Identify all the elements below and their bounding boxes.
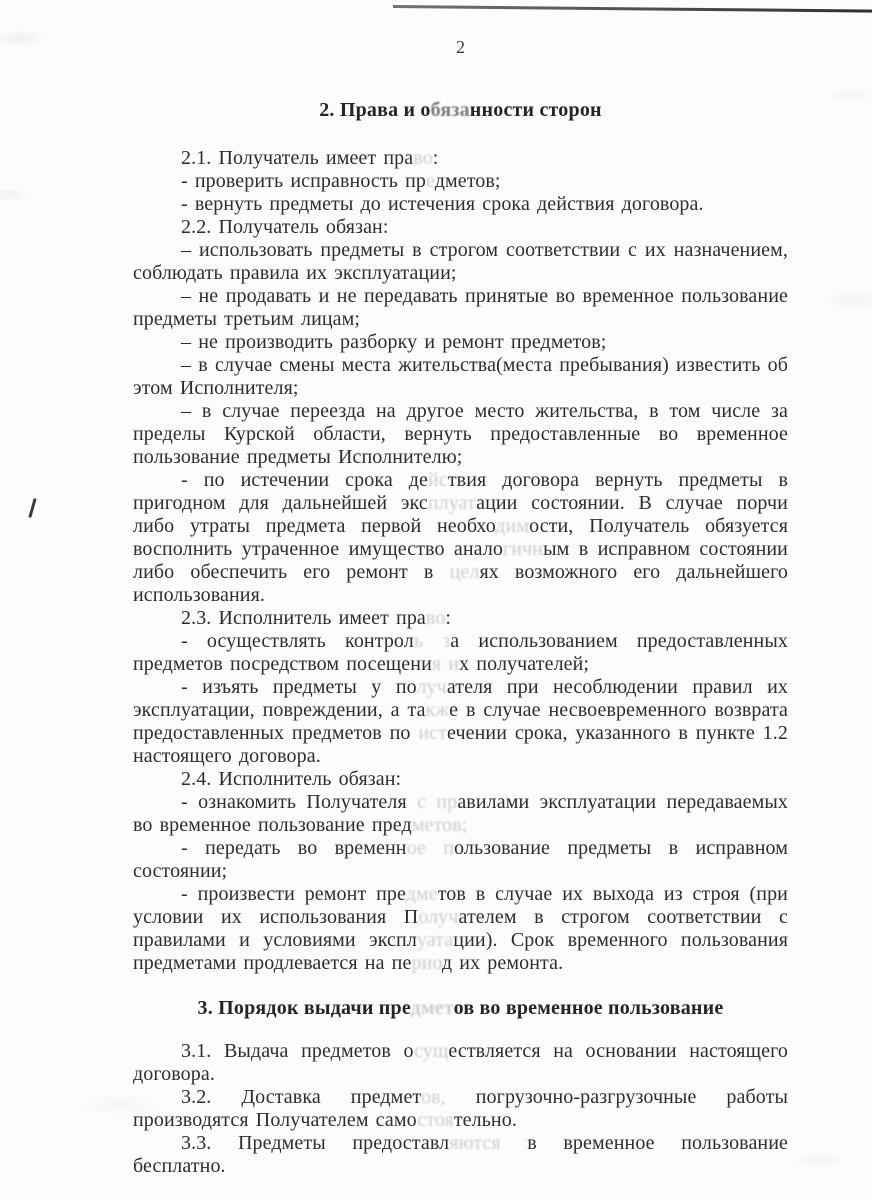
text-segment: ов во временное пользование [453,997,724,1019]
text-segment: йс [428,469,448,491]
text-segment: авилами эксплуатации передаваемых во временное пользование пред [133,791,788,836]
text-segment: – в случае смены места жительства(места пребывания) известить об этом Исполнителя; [133,354,788,399]
paragraph [133,239,788,285]
text-segment: 3. Порядок выдачи пре [197,997,411,1019]
text-segment: ист [418,722,447,744]
text-segment: 3.3. Предметы предоставл [181,1132,450,1154]
text-segment: во [425,607,446,629]
text-segment: ое п [406,837,455,859]
text-segment: 2.4. Исполнитель обязан: [181,768,402,790]
text-segment: ользование предметы в исправном состоянии; [133,837,788,882]
text-segment: нности сторон [469,99,602,121]
paragraph [133,791,788,837]
text-segment: ь з [413,630,451,652]
text-segment: яются [449,1132,501,1154]
text-segment: - ознакомить Получателя [181,791,418,813]
text-segment: дметов; [434,170,501,192]
paragraph [133,883,788,975]
text-segment: дмет [410,997,454,1019]
text-segment: ествляется на основании настоящего договора. [133,1040,788,1085]
text-segment: тельно. [453,1109,517,1131]
text-segment: сущ [414,1040,449,1062]
paragraph [133,331,788,354]
scan-line-artifact [393,5,872,13]
text-segment: ости, Получатель обязуется восполнить утраченное имущество анало [133,515,789,560]
text-segment: е в случае несвоевременного возврата предоставленных предметов по [133,699,789,744]
text-segment: - передать во временн [181,837,407,859]
margin-slash-mark [28,498,36,518]
text-segment: 3.1. Выдача предметов о [181,1040,415,1062]
text-segment: 2.3. Исполнитель имеет пра [181,607,426,629]
text-segment: - проверить исправность пр [181,170,426,192]
document-body [133,99,788,1178]
text-segment: твия договора вернуть предметы в пригодном для дальнейшей экс [133,469,788,514]
paragraph [133,147,788,170]
text-segment: х получателей; [459,653,590,675]
text-segment: с пр [417,791,458,813]
paragraph [133,400,788,469]
text-segment: е [425,170,435,192]
page-number: 2 [455,37,466,57]
paragraph [133,193,788,216]
text-segment: кж [425,699,450,721]
text-segment: 2.1. Получатель имеет пра [181,147,414,169]
text-segment: а использованием предоставленных предметов посредством посещени [133,630,788,675]
text-segment: – не продавать и не передавать принятые во временное пользование предметы третьим лицам; [133,285,788,330]
text-segment: уата [416,929,454,951]
text-segment: цел [449,561,480,583]
text-segment: 2.2. Получатель обязан: [181,216,389,238]
text-segment: ателем в строгом соответствии с правилами и условиями экспл [133,906,788,951]
section-heading [133,99,788,122]
paragraph [133,1086,788,1132]
paragraph [133,354,788,400]
text-segment: я и [431,653,460,675]
text-segment: д их ремонта. [441,952,564,974]
text-segment: бяза [430,99,470,121]
paragraph [133,630,788,676]
text-segment: - изъять предметы у по [181,676,417,698]
text-segment: – в случае переезда на другое место жительства, в том числе за пределы Курской области, вернуть предоставленные во временное пользование предметы Исполнителю; [133,400,788,468]
text-segment: во [413,147,433,169]
paragraph [133,837,788,883]
text-segment: луч [416,676,447,698]
paragraph [133,170,788,193]
text-segment: ях возможного его дальнейшего использования. [133,561,788,606]
text-segment: - вернуть предметы до истечения срока действия договора. [181,193,704,215]
text-segment: ателя при несоблюдении правил их эксплуатации, повреждении, а та [133,676,789,721]
text-segment: тов в случае их выхода из строя (при условии их использования П [133,883,788,928]
document-page [133,36,788,1178]
text-segment: в временное пользование бесплатно. [133,1132,789,1177]
paragraph [133,216,788,239]
section-heading [133,997,788,1020]
paragraph [133,607,788,630]
text-segment: – не производить разборку и ремонт предметов; [181,331,607,353]
paragraph [133,469,788,607]
text-segment: метов; [411,814,468,836]
paragraph [133,1132,788,1178]
text-segment: ации состоянии. В случае порчи либо утраты предмета первой необхо [133,492,788,537]
text-segment: плуат [427,492,477,514]
text-segment: ечении срока, указанного в пункте 1.2 настоящего договора. [133,722,788,767]
text-segment: стоя [417,1109,454,1131]
paragraph [133,676,788,768]
text-segment: рио [411,952,442,974]
text-segment: ым в исправном состоянии либо обеспечить его ремонт в [133,538,788,583]
text-segment: 2. Права и о [319,99,431,121]
paragraph [133,1040,788,1086]
paragraph [133,285,788,331]
text-segment: : [432,147,439,169]
text-segment: олуч [418,906,459,928]
text-segment: ции). Срок временного пользования предметами продлевается на пе [133,929,788,974]
text-segment: 3.2. Доставка предмет [181,1086,421,1108]
paragraph [133,768,788,791]
text-segment: гичн [503,538,544,560]
text-segment: : [445,607,452,629]
text-segment: дим [495,515,530,537]
text-segment: – использовать предметы в строгом соответствии с их назначением, соблюдать правила их эксплуатации; [133,239,788,284]
text-segment: - по истечении срока де [181,469,429,491]
text-segment: ов, [421,1086,446,1108]
text-segment: дме [405,883,438,905]
text-segment: погрузочно-разгрузочные работы производятся Получателем само [133,1086,788,1131]
text-segment: - произвести ремонт пре [181,883,406,905]
text-segment: - осуществлять контрол [181,630,414,652]
